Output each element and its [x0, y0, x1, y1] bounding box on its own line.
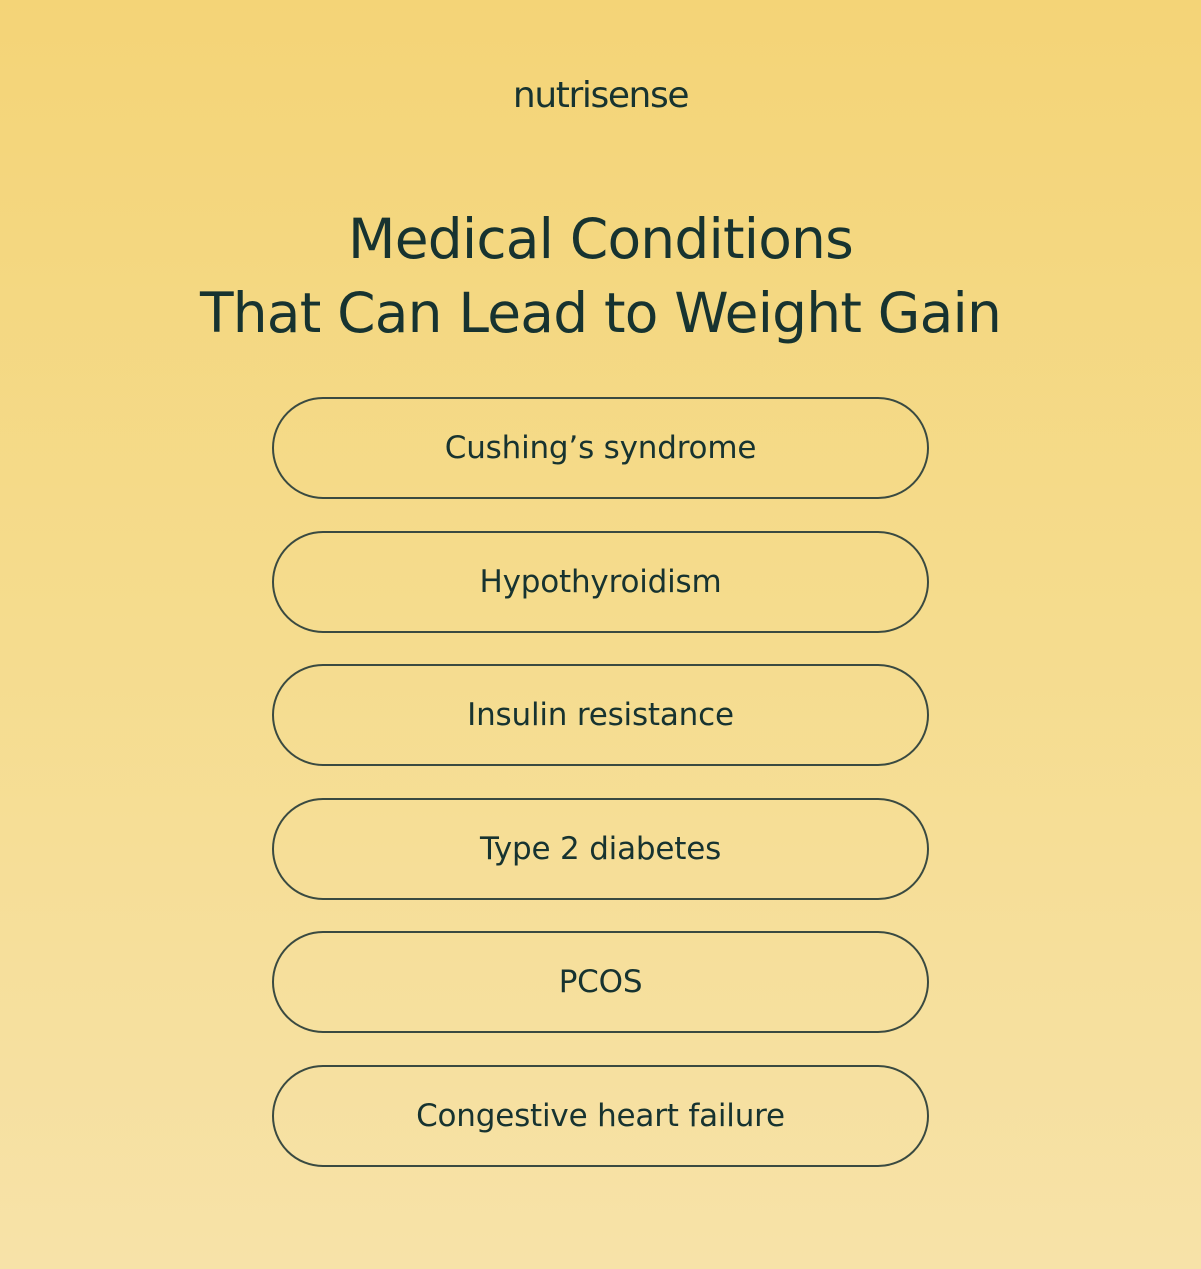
- condition-pill-cushings-syndrome: Cushing’s syndrome: [272, 397, 929, 499]
- page-title-line-1: Medical Conditions: [348, 207, 853, 271]
- condition-pill-pcos: PCOS: [272, 931, 929, 1033]
- condition-pill-congestive-heart-failure: Congestive heart failure: [272, 1065, 929, 1167]
- conditions-list: [272, 397, 929, 1167]
- condition-pill-hypothyroidism: Hypothyroidism: [272, 531, 929, 633]
- brand-logo: nutrisense: [512, 75, 689, 116]
- condition-pill-type-2-diabetes: Type 2 diabetes: [272, 798, 929, 900]
- condition-pill-insulin-resistance: Insulin resistance: [272, 664, 929, 766]
- page-title: [0, 202, 1201, 350]
- page-title-line-2: That Can Lead to Weight Gain: [199, 281, 1002, 345]
